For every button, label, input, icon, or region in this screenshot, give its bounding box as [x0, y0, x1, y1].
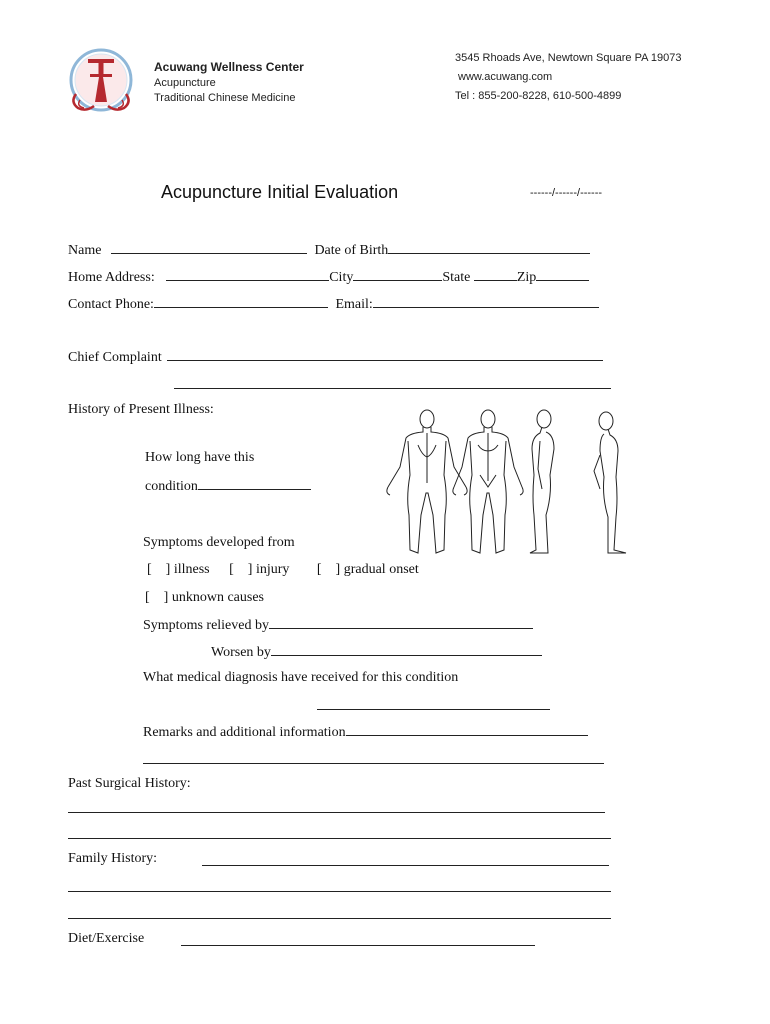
body-diagram-icon — [382, 405, 632, 557]
org-website[interactable]: www.acuwang.com — [458, 71, 553, 83]
past-surgical-label: Past Surgical History: — [68, 776, 191, 791]
logo-emblem-icon — [66, 44, 136, 118]
relieved-row — [143, 616, 533, 634]
org-address: 3545 Rhoads Ave, Newtown Square PA 19073 — [455, 52, 682, 64]
diet-label: Diet/Exercise — [68, 931, 145, 946]
chief-complaint-row — [68, 348, 603, 366]
remarks-row — [143, 723, 588, 741]
past-surgical-line-1[interactable] — [68, 812, 605, 813]
body-side-view-left-icon — [594, 412, 626, 553]
how-long-label-2: condition — [145, 479, 198, 494]
org-subtitle-tcm: Traditional Chinese Medicine — [154, 92, 296, 104]
form-title: Acupuncture Initial Evaluation — [161, 182, 399, 202]
injury-label: injury — [255, 562, 290, 577]
checkbox-row-2 — [145, 590, 264, 606]
home-address-field[interactable] — [166, 268, 329, 281]
relieved-field[interactable] — [269, 616, 533, 629]
body-front-view-icon — [453, 410, 523, 553]
contact-row — [68, 295, 599, 313]
illness-label: illness — [173, 562, 210, 577]
illness-checkbox[interactable]: [ ] — [147, 562, 171, 577]
body-back-view-icon — [387, 410, 467, 553]
relieved-label: Symptoms relieved by — [143, 618, 269, 633]
family-history-line-3[interactable] — [68, 918, 611, 919]
contact-phone-label: Contact Phone: — [68, 297, 154, 312]
org-block — [154, 60, 304, 106]
name-field[interactable] — [111, 241, 307, 254]
chief-complaint-label: Chief Complaint — [68, 350, 162, 365]
chief-complaint-field[interactable] — [167, 348, 603, 361]
symptoms-from-label: Symptoms developed from — [143, 535, 295, 550]
logo — [66, 44, 136, 118]
worsen-row — [211, 643, 542, 661]
city-field[interactable] — [353, 268, 442, 281]
city-label: City — [329, 270, 354, 285]
gradual-onset-label: gradual onset — [343, 562, 419, 577]
injury-checkbox[interactable]: [ ] — [229, 562, 253, 577]
how-long-row — [145, 477, 311, 495]
state-field[interactable] — [474, 268, 517, 281]
worsen-field[interactable] — [271, 643, 542, 656]
remarks-line-2[interactable] — [143, 763, 604, 764]
dob-field[interactable] — [388, 241, 590, 254]
name-row — [68, 241, 590, 259]
dob-label: Date of Birth — [314, 243, 389, 258]
org-subtitle-acupuncture: Acupuncture — [154, 77, 216, 89]
family-history-label: Family History: — [68, 851, 158, 866]
gradual-onset-checkbox[interactable]: [ ] — [316, 562, 341, 577]
diagnosis-label: What medical diagnosis have received for this condition — [143, 670, 459, 685]
checkbox-row-1 — [147, 562, 419, 578]
email-label: Email: — [335, 297, 373, 312]
unknown-causes-checkbox[interactable]: [ ] — [145, 590, 169, 605]
org-name: Acuwang Wellness Center — [154, 60, 304, 74]
body-side-view-right-icon — [530, 410, 554, 553]
address-row — [68, 268, 589, 286]
email-field[interactable] — [373, 295, 599, 308]
hpi-label: History of Present Illness: — [68, 402, 214, 417]
zip-label: Zip — [516, 270, 537, 285]
org-phone: Tel : 855-200-8228, 610-500-4899 — [455, 90, 622, 102]
how-long-label-1: How long have this — [145, 450, 255, 465]
date-field[interactable]: ------/------/------ — [530, 187, 603, 199]
contact-phone-field[interactable] — [154, 295, 328, 308]
remarks-label: Remarks and additional information — [143, 725, 346, 740]
family-history-line-2[interactable] — [68, 891, 611, 892]
name-label: Name — [68, 243, 102, 258]
state-label: State — [442, 270, 471, 285]
past-surgical-line-2[interactable] — [68, 838, 611, 839]
worsen-label: Worsen by — [211, 645, 271, 660]
unknown-causes-label: unknown causes — [171, 590, 264, 605]
diagnosis-field[interactable] — [317, 709, 550, 710]
remarks-field[interactable] — [346, 723, 588, 736]
home-address-label: Home Address: — [68, 270, 155, 285]
body-diagram[interactable] — [382, 405, 632, 557]
diet-field[interactable] — [181, 945, 535, 946]
how-long-field[interactable] — [198, 477, 311, 490]
chief-complaint-line-2[interactable] — [174, 388, 611, 389]
family-history-line-1[interactable] — [202, 865, 609, 866]
zip-field[interactable] — [536, 268, 589, 281]
